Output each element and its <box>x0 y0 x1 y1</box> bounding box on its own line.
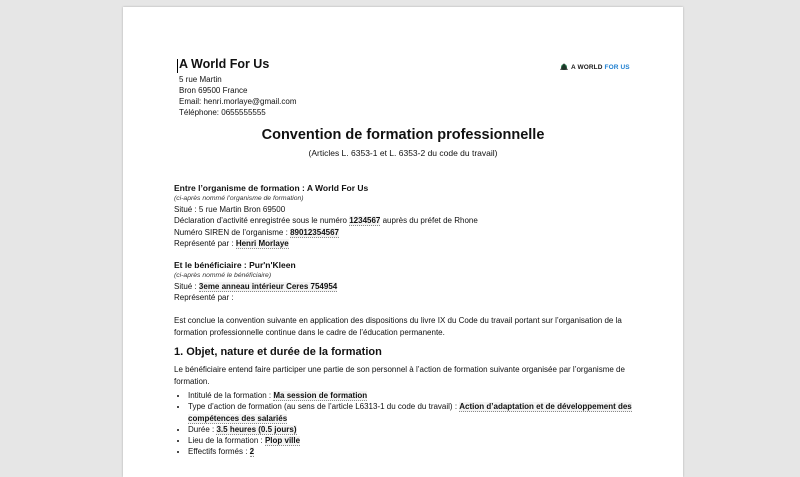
list-item-lieu: • Lieu de la formation : Plop ville <box>188 435 634 446</box>
representative-line <box>174 238 634 249</box>
intitule-field[interactable]: Ma session de formation <box>273 391 368 400</box>
section-1-text: Le bénéficiaire entend faire participer une partie de son personnel à l’action de formation suivante organisée par l’organisme de formation. <box>174 365 625 386</box>
organisation-section <box>174 182 634 249</box>
list-item-intitule: • Intitulé de la formation : Ma session de formation <box>188 390 634 401</box>
document-title: Convention de formation professionnelle <box>261 127 545 143</box>
address-line-1: 5 rue Martin <box>179 75 222 84</box>
lieu-field[interactable]: Plop ville <box>264 436 301 446</box>
intro-paragraph: Est conclue la convention suivante en application des dispositions du livre IX du Code du travail portant sur l’organisation de la formation professionnelle continue dans le cadre de l’éducation permanente. <box>174 316 622 337</box>
organisation-situe: Situé : 5 rue Martin Bron 69500 <box>174 205 286 214</box>
representative-prefix: Représenté par : <box>174 238 234 248</box>
beneficiary-situe-line <box>174 281 634 292</box>
address-line-2: Bron 69500 France <box>179 86 248 95</box>
list-item-effectifs: • Effectifs formés : 2 <box>188 446 634 457</box>
beneficiary-note: (ci-après nommé le bénéficiaire) <box>174 272 272 279</box>
logo-word-2: FOR US <box>604 63 630 71</box>
type-field[interactable]: Action d’adaptation et de développement des compétences des salariés <box>188 402 632 423</box>
organisation-name: A World For Us <box>179 57 270 71</box>
beneficiary-representative: Représenté par : <box>174 293 234 303</box>
beneficiary-heading: Et le bénéficiaire : Pur'n'Kleen <box>174 260 296 270</box>
section-1-heading: 1. Objet, nature et durée de la formation <box>174 346 382 358</box>
document-subtitle: (Articles L. 6353-1 et L. 6353-2 du code du travail) <box>308 148 498 158</box>
logo-word-1: A WORLD <box>571 63 603 71</box>
section-1 <box>174 346 634 458</box>
list-item-type: • Type d’action de formation (au sens de l’article L6313-1 du code du travail) : Action d’adaptation et de développement des compétences des salariés <box>188 401 634 424</box>
duree-field[interactable]: 3.5 heures (0.5 jours) <box>216 424 297 434</box>
section-1-list <box>174 390 634 458</box>
organisation-heading: Entre l’organisme de formation : A World For Us <box>174 183 369 193</box>
declaration-number-field[interactable]: 1234567 <box>349 216 381 226</box>
company-logo <box>559 62 630 72</box>
representative-field[interactable]: Henri Morlaye <box>235 238 289 248</box>
globe-figure-icon <box>559 62 569 72</box>
siren-line <box>174 227 634 238</box>
phone-line: Téléphone: 0655555555 <box>179 108 266 117</box>
siren-field[interactable]: 89012354567 <box>290 227 340 237</box>
document-page <box>123 7 683 477</box>
text-cursor <box>177 59 178 73</box>
declaration-line <box>174 215 634 226</box>
organisation-note: (ci-après nommé l’organisme de formation) <box>174 195 304 202</box>
list-item-duree: • Durée : 3.5 heures (0.5 jours) <box>188 424 634 435</box>
siren-prefix: Numéro SIREN de l’organisme : <box>174 227 288 237</box>
beneficiary-section <box>174 259 634 304</box>
beneficiary-address-field[interactable]: 3eme anneau intérieur Ceres 754954 <box>198 282 338 291</box>
email-line: Email: henri.morlaye@gmail.com <box>179 97 297 106</box>
effectifs-field[interactable]: 2 <box>249 447 255 457</box>
declaration-prefix: Déclaration d’activité enregistrée sous le numéro <box>174 216 347 226</box>
declaration-suffix: auprès du préfet de Rhone <box>382 216 478 226</box>
beneficiary-situe-prefix: Situé : <box>174 282 197 291</box>
